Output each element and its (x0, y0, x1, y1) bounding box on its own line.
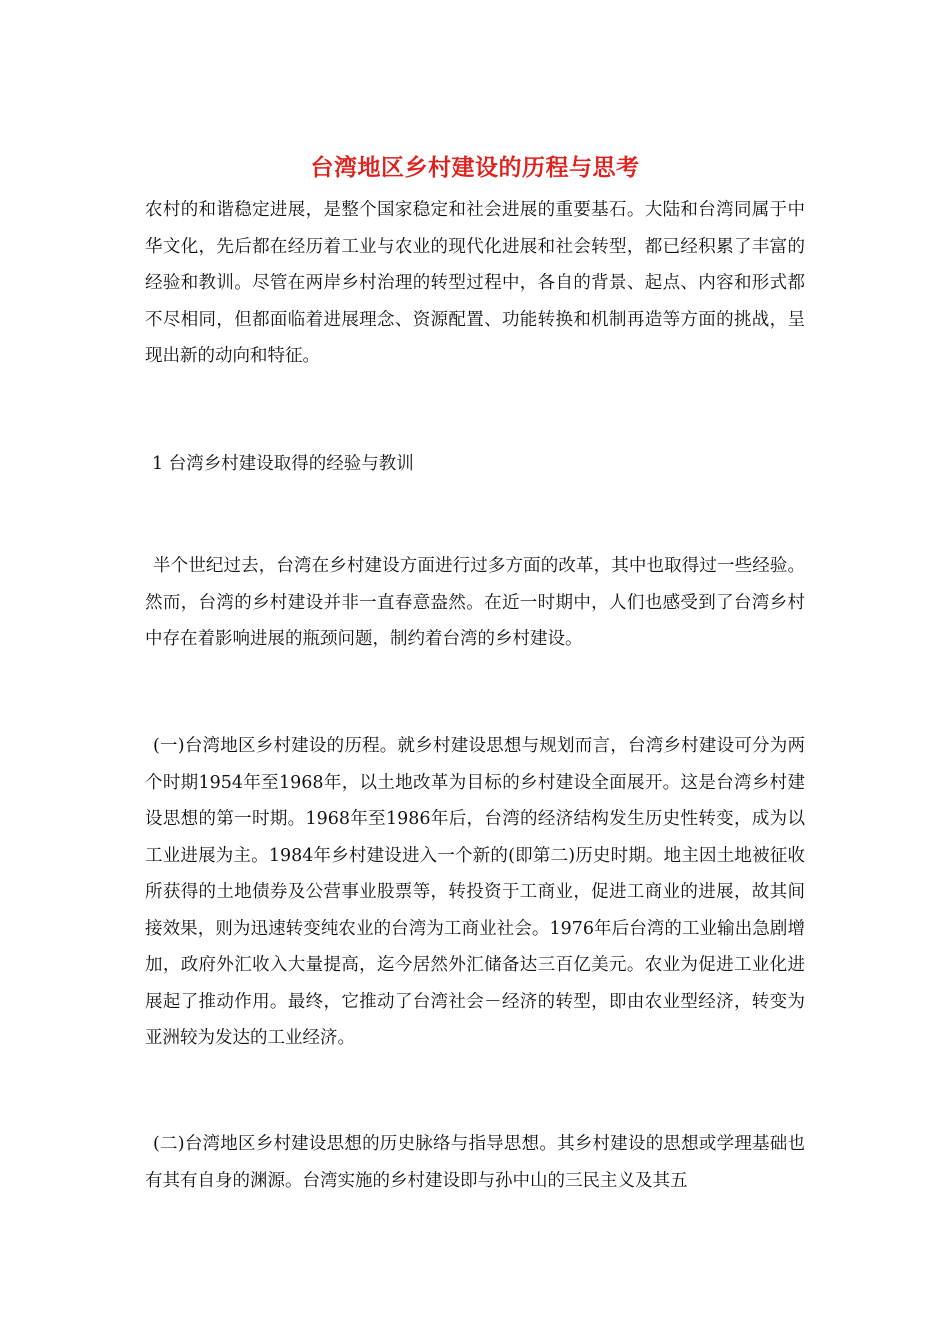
intro-paragraph: 农村的和谐稳定进展，是整个国家稳定和社会进展的重要基石。大陆和台湾同属于中华文化，先后都在经历着工业与农业的现代化进展和社会转型，都已经积累了丰富的经验和教训。尽管在两岸乡村治理的转型过程中，各自的背景、起点、内容和形式都不尽相同，但都面临着进展理念、资源配置、功能转换和机制再造等方面的挑战，呈现出新的动向和特征。 (145, 200, 805, 366)
section-1-heading: 1 台湾乡村建设取得的经验与教训 (152, 454, 414, 474)
document-title: 台湾地区乡村建设的历程与思考 (310, 154, 640, 181)
part-2-paragraph: (二)台湾地区乡村建设思想的历史脉络与指导思想。其乡村建设的思想或学理基础也有其有自身的渊源。台湾实施的乡村建设即与孙中山的三民主义及其五 (145, 1134, 805, 1191)
section-1-paragraph: 半个世纪过去，台湾在乡村建设方面进行过多方面的改革，其中也取得过一些经验。然而，台湾的乡村建设并非一直春意盎然。在近一时期中，人们也感受到了台湾乡村中存在着影响进展的瓶颈问题，制约着台湾的乡村建设。 (145, 556, 805, 649)
part-1-paragraph: (一)台湾地区乡村建设的历程。就乡村建设思想与规划而言，台湾乡村建设可分为两个时期1954年至1968年，以土地改革为目标的乡村建设全面展开。这是台湾乡村建设思想的第一时期。1968年至1986年后，台湾的经济结构发生历史性转变，成为以工业进展为主。1984年乡村建设进入一个新的(即第二)历史时期。地主因土地被征收所获得的土地债券及公营事业股票等，转投资于工商业，促进工商业的进展，故其间接效果，则为迅速转变纯农业的台湾为工商业社会。1976年后台湾的工业输出急剧增加，政府外汇收入大量提高，迄今居然外汇储备达三百亿美元。农业为促进工业化进展起了推动作用。最终，它推动了台湾社会－经济的转型，即由农业型经济，转变为亚洲较为发达的工业经济。 (145, 736, 805, 1048)
